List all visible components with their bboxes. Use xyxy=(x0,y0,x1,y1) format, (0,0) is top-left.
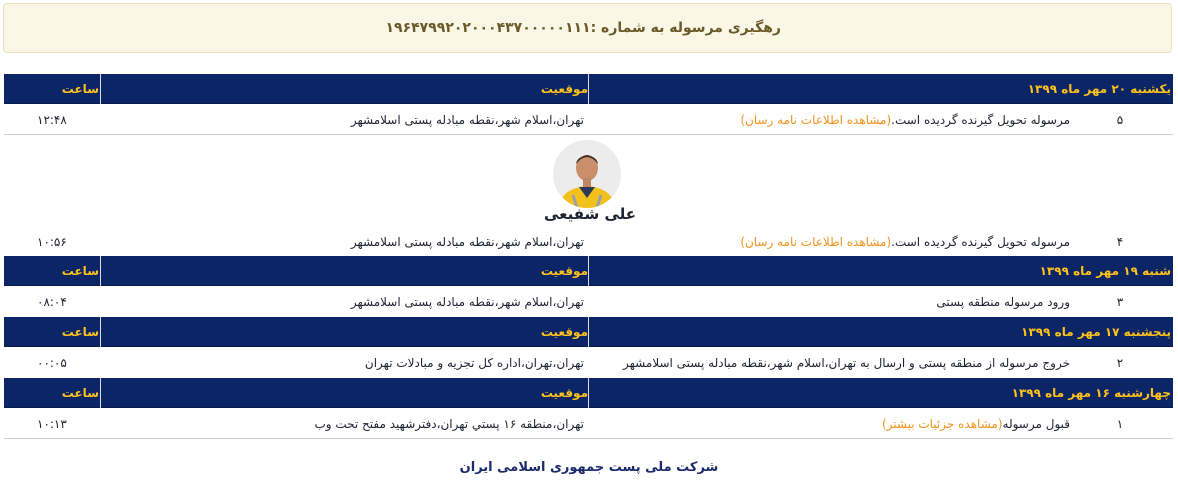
time-column-header: ساعت xyxy=(61,264,99,278)
event-time: ۱۰:۵۶ xyxy=(37,235,67,249)
event-time: ۰۸:۰۴ xyxy=(37,295,67,309)
event-location: تهران،اسلام شهر،نقطه مبادله پستی اسلامشهر xyxy=(350,295,584,309)
event-description: ورود مرسوله منطقه پستی xyxy=(936,295,1070,309)
row-divider xyxy=(4,134,1173,135)
event-number: ۳ xyxy=(1116,295,1124,309)
event-description: مرسوله تحویل گیرنده گردیده است.(مشاهده اطلاعات نامه رسان) xyxy=(740,113,1070,127)
footer-company-name: شرکت ملی پست جمهوری اسلامی ایران xyxy=(459,460,719,475)
day-date: شنبه ۱۹ مهر ماه ۱۳۹۹ xyxy=(1039,264,1171,278)
day-date: پنجشنبه ۱۷ مهر ماه ۱۳۹۹ xyxy=(1021,325,1171,339)
day-date: چهارشنبه ۱۶ مهر ماه ۱۳۹۹ xyxy=(1011,386,1171,400)
location-column-header: موقعیت xyxy=(540,386,588,400)
location-column-header: موقعیت xyxy=(540,325,588,339)
time-column-header: ساعت xyxy=(61,386,99,400)
event-description: قبول مرسوله(مشاهده جزئیات بیشتر) xyxy=(881,417,1070,431)
day-header-wednesday xyxy=(4,378,1173,408)
event-number: ۱ xyxy=(1116,417,1124,431)
row-divider xyxy=(4,438,1173,439)
event-number: ۲ xyxy=(1116,356,1124,370)
view-courier-info-link[interactable]: (مشاهده اطلاعات نامه رسان) xyxy=(740,113,892,127)
location-column-header: موقعیت xyxy=(540,264,588,278)
tracking-header xyxy=(3,3,1172,53)
event-location: تهران،تهران،اداره کل تجزیه و مبادلات تهران xyxy=(364,356,584,370)
event-time: ۱۰:۱۳ xyxy=(37,417,67,431)
person-avatar-icon xyxy=(553,140,621,208)
time-column-header: ساعت xyxy=(61,82,99,96)
event-number: ۴ xyxy=(1116,235,1124,249)
event-time: ۰۰:۰۵ xyxy=(37,356,67,370)
day-header-sunday xyxy=(4,74,1173,104)
time-column-header: ساعت xyxy=(61,325,99,339)
event-location: تهران،اسلام شهر،نقطه مبادله پستی اسلامشهر xyxy=(350,113,584,127)
courier-name: علی شفیعی xyxy=(543,205,637,223)
location-column-header: موقعیت xyxy=(540,82,588,96)
event-description: خروج مرسوله از منطقه پستی و ارسال به تهران،اسلام شهر،نقطه مبادله پستی اسلامشهر xyxy=(623,356,1070,370)
event-time: ۱۲:۴۸ xyxy=(37,113,67,127)
event-description: مرسوله تحویل گیرنده گردیده است.(مشاهده اطلاعات نامه رسان) xyxy=(740,235,1070,249)
tracking-title: رهگیری مرسوله به شماره :۱۹۶۴۷۹۹۲۰۲۰۰۰۴۳۷۰۰۰۰۰۱۱۱ xyxy=(385,20,781,36)
day-header-saturday xyxy=(4,256,1173,286)
day-date: یکشنبه ۲۰ مهر ماه ۱۳۹۹ xyxy=(1027,82,1171,96)
view-courier-info-link[interactable]: (مشاهده اطلاعات نامه رسان) xyxy=(740,235,892,249)
view-more-details-link[interactable]: (مشاهده جزئیات بیشتر) xyxy=(881,417,1003,431)
day-header-thursday xyxy=(4,317,1173,347)
event-location: تهران،منطقه ۱۶ پستي تهران،دفترشهید مفتح تحت وب xyxy=(314,417,584,431)
event-location: تهران،اسلام شهر،نقطه مبادله پستی اسلامشهر xyxy=(350,235,584,249)
event-number: ۵ xyxy=(1116,113,1124,127)
